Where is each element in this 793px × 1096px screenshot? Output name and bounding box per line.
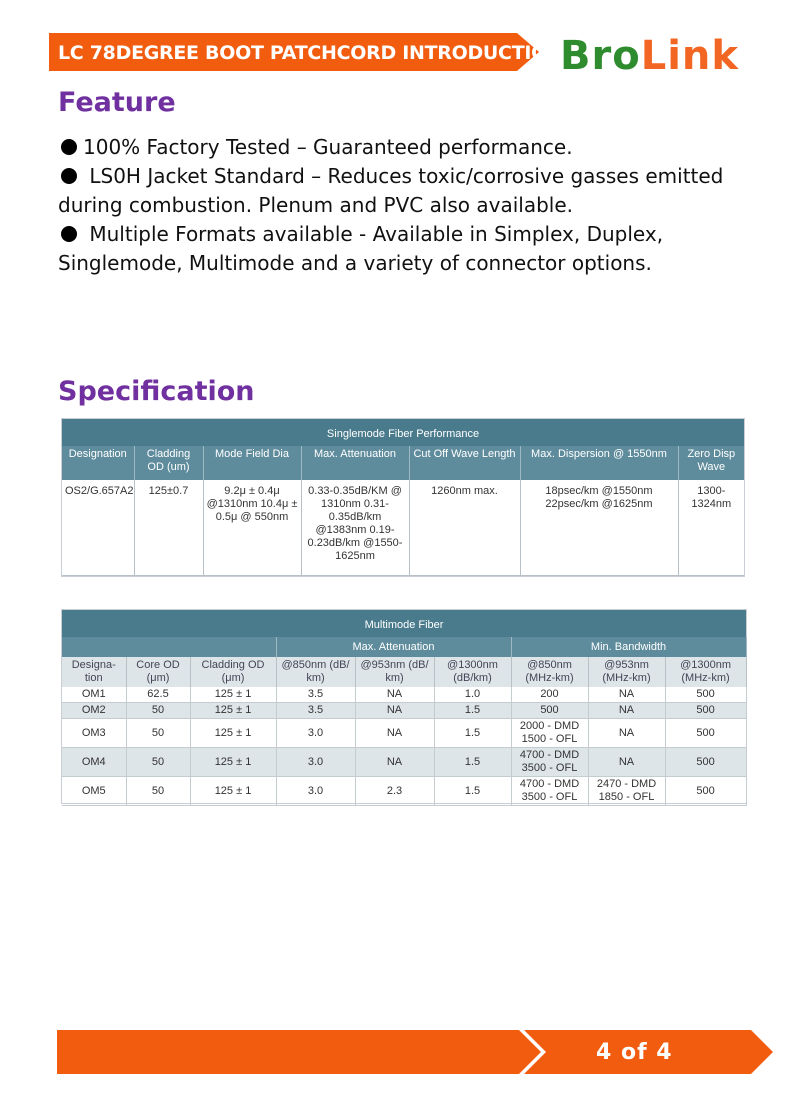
cell-mode-field: 9.2μ ± 0.4μ @1310nm 10.4μ ± 0.5μ @ 550nm	[203, 480, 301, 575]
table-cell: 50	[126, 777, 190, 806]
table-cell: 125 ± 1	[190, 777, 276, 806]
table-row	[62, 748, 746, 777]
col-header: Cut Off Wave Length	[409, 446, 520, 480]
table-cell: 3.0	[276, 748, 355, 777]
table-cell: 3.0	[276, 719, 355, 748]
table-row	[62, 777, 746, 806]
table-cell: OM1	[62, 687, 126, 703]
table-cell: 50	[126, 748, 190, 777]
table-cell: 500	[665, 748, 746, 777]
header-title: LC 78DEGREE BOOT PATCHCORD INTRODUCTION	[58, 42, 563, 64]
page-number: 4 of 4	[596, 1040, 673, 1065]
col-header: Designation	[62, 446, 134, 480]
col-header: Mode Field Dia	[203, 446, 301, 480]
table-cell: OM3	[62, 719, 126, 748]
feature-title: Feature	[58, 87, 176, 118]
cell-dispersion: 18psec/km @1550nm 22psec/km @1625nm	[520, 480, 678, 575]
table-cell: 1.5	[434, 777, 511, 806]
table-cell: OM4	[62, 748, 126, 777]
table-cell: 1.5	[434, 719, 511, 748]
group-header-blank	[62, 637, 276, 657]
specification-title: Specification	[58, 376, 255, 407]
table-cell: NA	[588, 719, 665, 748]
table-cell: 500	[665, 687, 746, 703]
cell-cutoff: 1260nm max.	[409, 480, 520, 575]
cell-cladding: 125±0.7	[134, 480, 203, 575]
cell-designation: OS2/G.657A2	[62, 480, 134, 575]
feature-text: Multiple Formats available - Available in Simplex, Duplex, Singlemode, Multimode and a variety of connector options.	[58, 222, 664, 275]
table-cell: 3.0	[276, 777, 355, 806]
brolink-logo	[560, 34, 739, 78]
bullet-icon	[61, 139, 77, 155]
feature-text: 100% Factory Tested – Guaranteed performance.	[83, 135, 573, 159]
table-cell: 3.5	[276, 703, 355, 719]
bullet-icon	[61, 168, 77, 184]
table-cell: 2000 - DMD 1500 - OFL	[511, 719, 588, 748]
col-header: Max. Attenuation	[301, 446, 409, 480]
col-header: @850nm (dB/ km)	[276, 657, 355, 687]
feature-item	[58, 220, 758, 278]
col-header: @1300nm (dB/km)	[434, 657, 511, 687]
table-cell: 200	[511, 687, 588, 703]
col-header: Designa-tion	[62, 657, 126, 687]
singlemode-table	[61, 418, 745, 577]
col-header: Core OD (μm)	[126, 657, 190, 687]
table-cell: 125 ± 1	[190, 748, 276, 777]
feature-item	[58, 133, 758, 162]
table-cell: 500	[511, 703, 588, 719]
table-cell: 1.5	[434, 748, 511, 777]
singlemode-table-title: Singlemode Fiber Performance	[62, 419, 744, 446]
table-cell: 4700 - DMD 3500 - OFL	[511, 777, 588, 806]
bullet-icon	[61, 226, 77, 242]
feature-text: LS0H Jacket Standard – Reduces toxic/corrosive gasses emitted during combustion. Plenum and PVC also available.	[58, 164, 724, 217]
table-cell: 500	[665, 777, 746, 806]
table-cell: NA	[588, 687, 665, 703]
table-cell: 4700 - DMD 3500 - OFL	[511, 748, 588, 777]
feature-list	[58, 133, 758, 278]
multimode-table	[61, 609, 747, 804]
table-cell: 125 ± 1	[190, 703, 276, 719]
table-cell: 50	[126, 703, 190, 719]
col-header: Zero Disp Wave	[678, 446, 744, 480]
col-header: Max. Dispersion @ 1550nm	[520, 446, 678, 480]
table-cell: OM5	[62, 777, 126, 806]
cell-zero-disp: 1300-1324nm	[678, 480, 744, 575]
col-header: @953nm (dB/ km)	[355, 657, 434, 687]
table-cell: 1.0	[434, 687, 511, 703]
table-cell: 1.5	[434, 703, 511, 719]
cell-attenuation: 0.33-0.35dB/KM @ 1310nm 0.31-0.35dB/km @1383nm 0.19-0.23dB/km @1550-1625nm	[301, 480, 409, 575]
table-cell: NA	[588, 748, 665, 777]
table-cell: NA	[355, 748, 434, 777]
col-header: Cladding OD (μm)	[190, 657, 276, 687]
table-cell: 3.5	[276, 687, 355, 703]
group-header-attenuation: Max. Attenuation	[276, 637, 511, 657]
table-cell: NA	[355, 703, 434, 719]
table-cell: 125 ± 1	[190, 719, 276, 748]
table-cell: 500	[665, 719, 746, 748]
col-header: @1300nm (MHz-km)	[665, 657, 746, 687]
table-cell: NA	[588, 703, 665, 719]
table-cell: NA	[355, 719, 434, 748]
table-row	[62, 687, 746, 703]
col-header: @850nm (MHz-km)	[511, 657, 588, 687]
table-row	[62, 480, 744, 575]
table-cell: 125 ± 1	[190, 687, 276, 703]
table-cell: 50	[126, 719, 190, 748]
logo-text-link: Link	[640, 33, 739, 79]
table-cell: 500	[665, 703, 746, 719]
table-cell: NA	[355, 687, 434, 703]
table-row	[62, 719, 746, 748]
col-header: Cladding OD (um)	[134, 446, 203, 480]
logo-text-bro: Bro	[560, 33, 641, 79]
table-cell: 2.3	[355, 777, 434, 806]
table-row	[62, 703, 746, 719]
col-header: @953nm (MHz-km)	[588, 657, 665, 687]
feature-item	[58, 162, 758, 220]
group-header-bandwidth: Min. Bandwidth	[511, 637, 746, 657]
table-cell: 2470 - DMD 1850 - OFL	[588, 777, 665, 806]
multimode-table-title: Multimode Fiber	[62, 610, 746, 637]
table-cell: OM2	[62, 703, 126, 719]
table-cell: 62.5	[126, 687, 190, 703]
